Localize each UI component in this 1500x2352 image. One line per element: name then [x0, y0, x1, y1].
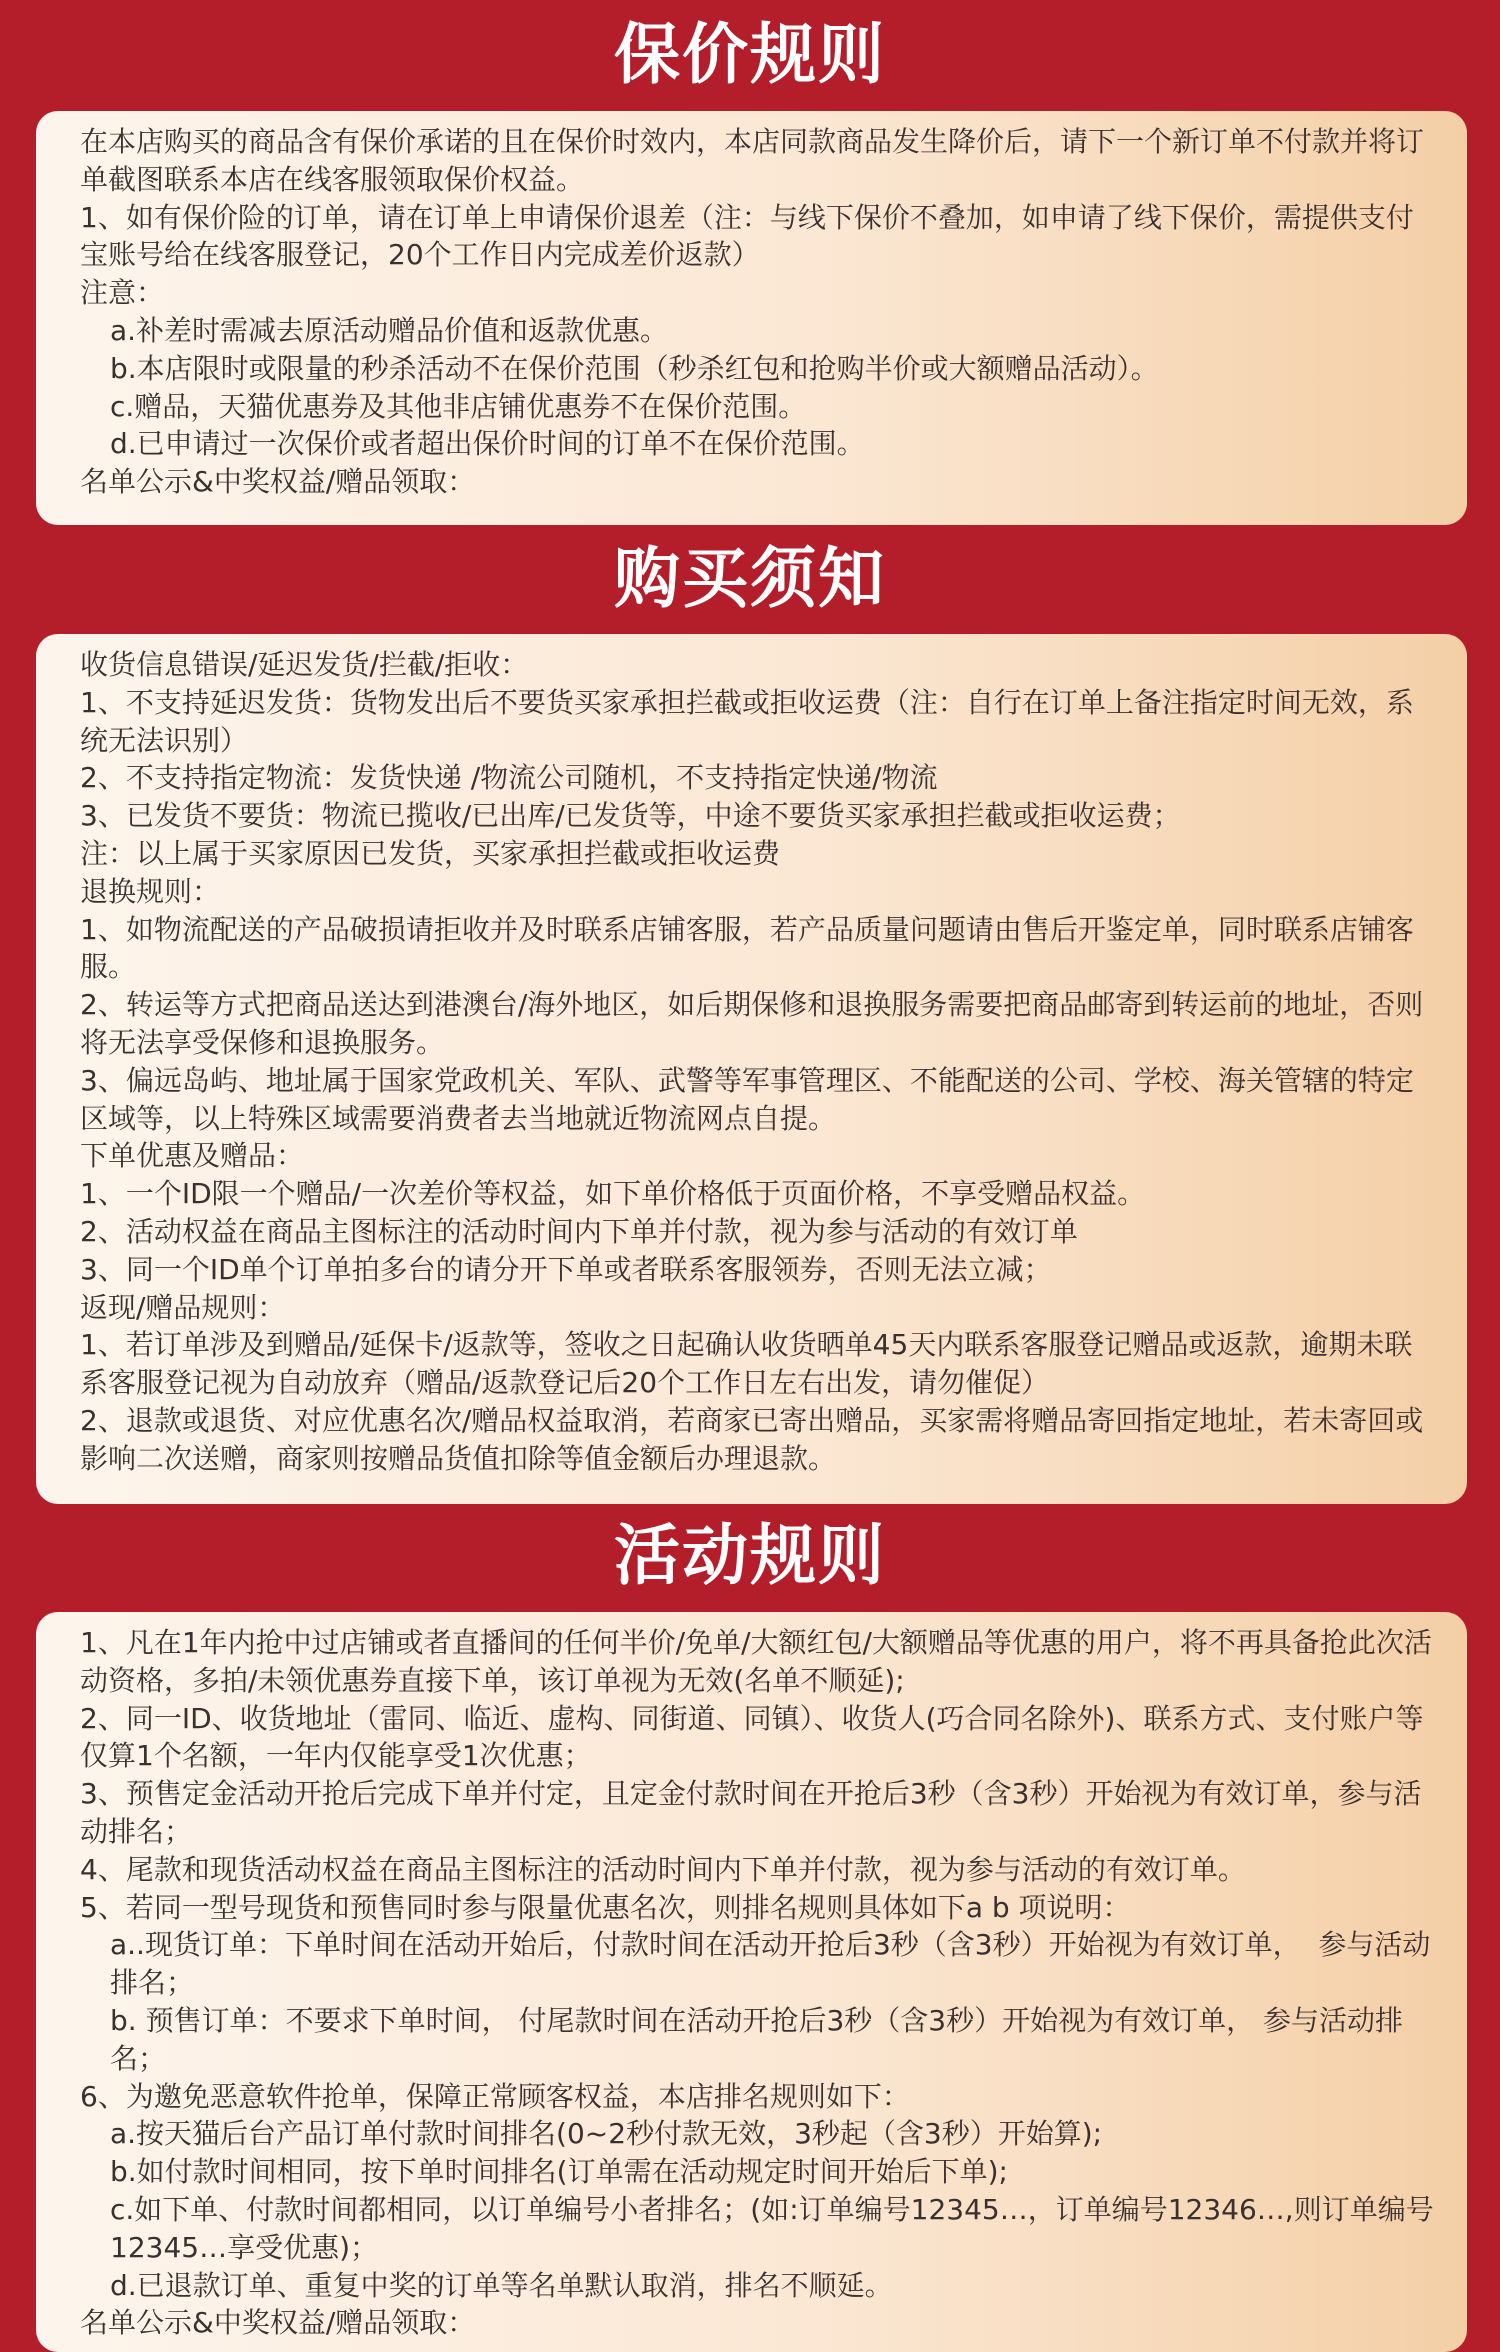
rule-line: d.已申请过一次保价或者超出保价时间的订单不在保价范围。 [110, 427, 865, 461]
rule-line: 名单公示&中奖权益/赠品领取： [80, 2306, 476, 2340]
rule-line: b. 预售订单：不要求下单时间， 付尾款时间在活动开抢后3秒（含3秒）开始视为有效订单， 参与活动排名； [110, 2003, 1404, 2075]
rule-line: 6、为邀免恶意软件抢单，保障正常顾客权益，本店排名规则如下： [80, 2079, 910, 2113]
rule-line: 收货信息错误/延迟发货/拦截/拒收： [80, 648, 529, 681]
section-title-activity-rules: 活动规则 [614, 1517, 886, 1594]
rule-line: 1、如物流配送的产品破损请拒收并及时联系店铺客服，若产品质量问题请由售后开鉴定单，同时联系店铺客服。 [80, 912, 1414, 984]
activity-rules-panel [36, 1612, 1467, 2352]
rule-line: 下单优惠及赠品： [80, 1139, 305, 1173]
rule-line: a.按天猫后台产品订单付款时间排名(0~2秒付款无效，3秒起（含3秒）开始算); [110, 2117, 1103, 2151]
rule-line: 返现/赠品规则： [80, 1290, 286, 1324]
purchase-notice-panel [36, 634, 1467, 1504]
rule-line: 注：以上属于买家原因已发货，买家承担拦截或拒收运费 [80, 836, 781, 870]
section-title-price-protection: 保价规则 [614, 16, 886, 93]
rule-line: 在本店购买的商品含有保价承诺的且在保价时效内，本店同款商品发生降价后，请下一个新订单不付款并将订单截图联系本店在线客服领取保价权益。 [80, 125, 1425, 196]
rule-line: 1、如有保价险的订单，请在订单上申请保价退差（注：与线下保价不叠加，如申请了线下保价，需提供支付宝账号给在线客服登记，20个工作日内完成差价返款） [80, 200, 1414, 272]
rule-line: 2、活动权益在商品主图标注的活动时间内下单并付款，视为参与活动的有效订单 [80, 1214, 1078, 1248]
rule-line: 1、不支持延迟发货：货物发出后不要货买家承担拦截或拒收运费（注：自行在订单上备注指定时间无效，系统无法识别） [80, 685, 1414, 757]
rule-line: d.已退款订单、重复中奖的订单等名单默认取消，排名不顺延。 [110, 2268, 893, 2302]
rule-line: 2、同一ID、收货地址（雷同、临近、虚构、同街道、同镇）、收货人(巧合同名除外)、联系方式、支付账户等仅算1个名额，一年内仅能享受1次优惠； [80, 1701, 1424, 1773]
rule-line: 1、凡在1年内抢中过店铺或者直播间的任何半价/免单/大额红包/大额赠品等优惠的用户，将不再具备抢此次活动资格，多拍/未领优惠券直接下单，该订单视为无效(名单不顺延); [80, 1626, 1432, 1697]
rule-line: 3、同一个ID单个订单拍多台的请分开下单或者联系客服领券，否则无法立减； [80, 1252, 1052, 1286]
rule-line: 2、转运等方式把商品送达到港澳台/海外地区，如后期保修和退换服务需要把商品邮寄到转运前的地址，否则将无法享受保修和退换服务。 [80, 988, 1424, 1059]
rule-line: a..现货订单：下单时间在活动开始后，付款时间在活动开抢后3秒（含3秒）开始视为有效订单， 参与活动排名； [110, 1928, 1431, 2000]
rule-line: c.赠品，天猫优惠券及其他非店铺优惠券不在保价范围。 [110, 389, 807, 423]
rule-line: b.本店限时或限量的秒杀活动不在保价范围（秒杀红包和抢购半价或大额赠品活动）。 [110, 351, 1159, 385]
rule-line: 2、退款或退货、对应优惠名次/赠品权益取消，若商家已寄出赠品，买家需将赠品寄回指定地址，若未寄回或影响二次送赠，商家则按赠品货值扣除等值金额后办理退款。 [80, 1403, 1424, 1475]
section-title-purchase-notice: 购买须知 [614, 540, 886, 617]
rule-line: 注意： [80, 276, 165, 310]
rule-line: 4、尾款和现货活动权益在商品主图标注的活动时间内下单并付款，视为参与活动的有效订单。 [80, 1852, 1246, 1886]
rule-line: 1、若订单涉及到赠品/延保卡/返款等，签收之日起确认收货晒单45天内联系客服登记赠品或返款，逾期未联系客服登记视为自动放弃（赠品/返款登记后20个工作日左右出发，请勿催促） [80, 1328, 1413, 1400]
rule-line: b.如付款时间相同，按下单时间排名(订单需在活动规定时间开始后下单); [110, 2155, 1008, 2189]
rule-line: 3、偏远岛屿、地址属于国家党政机关、军队、武警等军事管理区、不能配送的公司、学校、海关管辖的特定区域等，以上特殊区域需要消费者去当地就近物流网点自提。 [80, 1063, 1414, 1135]
rule-line: 退换规则： [80, 874, 221, 908]
rule-line: 1、一个ID限一个赠品/一次差价等权益，如下单价格低于页面价格，不享受赠品权益。 [80, 1177, 1146, 1211]
rule-line: 3、已发货不要货：物流已揽收/已出库/已发货等，中途不要货买家承担拦截或拒收运费； [80, 799, 1181, 833]
rule-line: 3、预售定金活动开抢后完成下单并付定，且定金付款时间在开抢后3秒（含3秒）开始视为有效订单，参与活动排名； [80, 1777, 1422, 1848]
rule-line: 2、不支持指定物流：发货快递 /物流公司随机，不支持指定快递/物流 [80, 761, 938, 795]
rule-line: c.如下单、付款时间都相同，以订单编号小者排名；(如:订单编号12345…，订单编号12346…,则订单编号12345…享受优惠)； [110, 2192, 1434, 2264]
price-protection-panel [36, 111, 1467, 525]
rule-line: 名单公示&中奖权益/赠品领取： [80, 465, 476, 499]
rule-line: a.补差时需减去原活动赠品价值和返款优惠。 [110, 313, 669, 347]
rule-line: 5、若同一型号现货和预售同时参与限量优惠名次，则排名规则具体如下a b 项说明： [80, 1890, 1131, 1924]
